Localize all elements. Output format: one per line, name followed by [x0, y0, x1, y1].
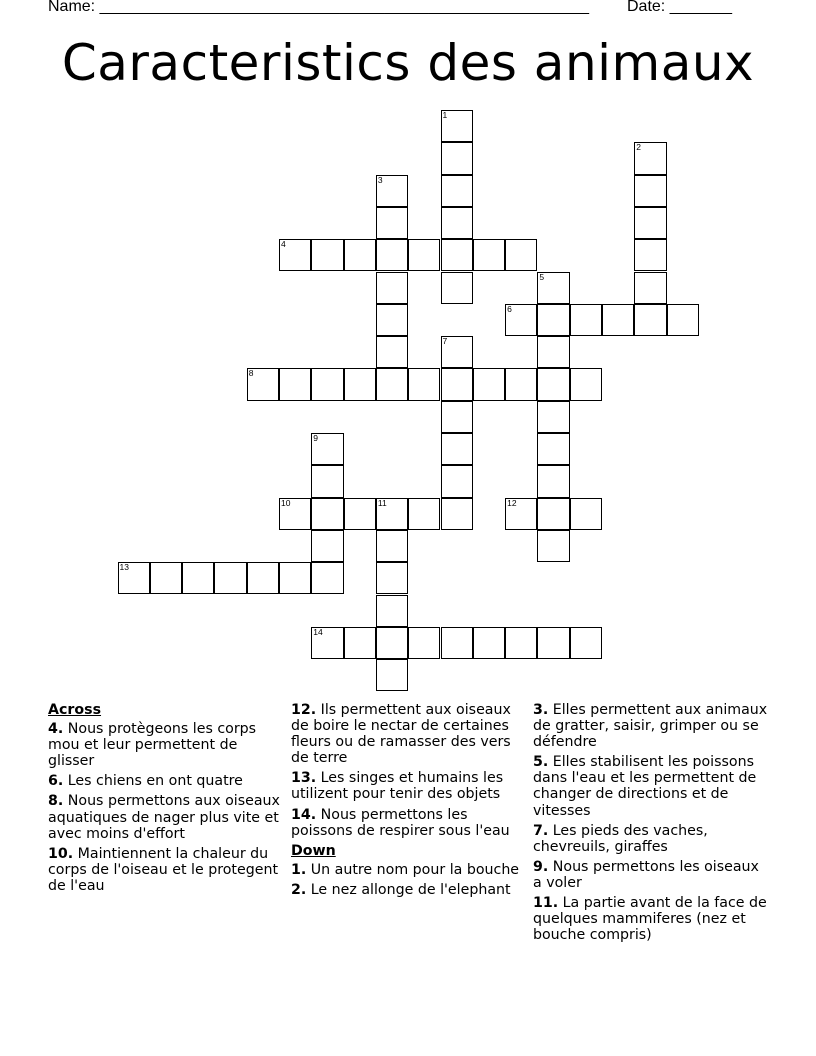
crossword-cell[interactable]	[311, 465, 343, 497]
crossword-cell[interactable]	[537, 401, 569, 433]
crossword-cell[interactable]	[376, 562, 408, 594]
crossword-cell[interactable]	[634, 304, 666, 336]
crossword-cell[interactable]	[505, 627, 537, 659]
clue-item-text: La partie avant de la face de quelques mammiferes (nez et bouche compris)	[533, 895, 767, 944]
crossword-cell[interactable]	[376, 368, 408, 400]
crossword-cell[interactable]	[311, 239, 343, 271]
crossword-cell[interactable]	[376, 207, 408, 239]
clue-item-text: Maintiennent la chaleur du corps de l'oiseau et le protegent de l'eau	[48, 845, 279, 894]
clue-item-number: 13.	[291, 770, 317, 787]
crossword-cell[interactable]	[408, 627, 440, 659]
crossword-cell[interactable]	[602, 304, 634, 336]
crossword-cell[interactable]	[376, 498, 408, 530]
clue-number: 2	[636, 142, 642, 153]
crossword-cell[interactable]	[279, 368, 311, 400]
crossword-cell[interactable]	[634, 272, 666, 304]
crossword-cell[interactable]	[537, 336, 569, 368]
crossword-cell[interactable]	[311, 627, 343, 659]
crossword-cell[interactable]	[667, 304, 699, 336]
down-heading: Down	[291, 842, 336, 859]
crossword-cell[interactable]	[570, 498, 602, 530]
clue-item-number: 12.	[291, 702, 317, 718]
clue-item-number: 8.	[48, 793, 64, 810]
crossword-cell[interactable]	[408, 239, 440, 271]
crossword-cell[interactable]	[441, 465, 473, 497]
crossword-cell[interactable]	[376, 627, 408, 659]
crossword-cell[interactable]	[537, 530, 569, 562]
crossword-cell[interactable]	[376, 595, 408, 627]
clue-item-number: 4.	[48, 721, 64, 738]
crossword-cell[interactable]	[537, 433, 569, 465]
crossword-cell[interactable]	[376, 239, 408, 271]
clue-number: 14	[313, 626, 323, 637]
clue-item-text: Les chiens en ont quatre	[63, 773, 243, 790]
crossword-cell[interactable]	[570, 368, 602, 400]
across-heading: Across	[48, 702, 102, 718]
crossword-cell[interactable]	[570, 304, 602, 336]
crossword-cell[interactable]	[182, 562, 214, 594]
crossword-cell[interactable]	[537, 368, 569, 400]
crossword-cell[interactable]	[473, 368, 505, 400]
clue-item-text: Nous permettons les poissons de respirer sous l'eau	[291, 806, 510, 839]
clue-number: 4	[281, 239, 286, 250]
clue-item-number: 10.	[48, 845, 74, 862]
clue-item-text: Elles permettent aux animaux de gratter, saisir, grimper ou se défendre	[533, 702, 768, 751]
crossword-cell[interactable]	[537, 627, 569, 659]
crossword-cell[interactable]	[279, 562, 311, 594]
crossword-cell[interactable]	[505, 239, 537, 271]
clue-column-2	[291, 702, 527, 902]
clue-column-1	[48, 702, 284, 898]
crossword-cell[interactable]	[441, 368, 473, 400]
crossword-cell[interactable]	[537, 272, 569, 304]
clue-item	[48, 846, 284, 894]
clue-item	[533, 823, 769, 855]
clue-item-text: Ils permettent aux oiseaux de boire le nectar de certaines fleurs ou de ramasser des vers de terre	[291, 702, 511, 767]
crossword-cell[interactable]	[311, 530, 343, 562]
clue-item-text: Nous permettons les oiseaux a voler	[533, 858, 759, 891]
down-clue-list	[291, 862, 527, 898]
crossword-cell[interactable]	[505, 498, 537, 530]
clue-number: 5	[539, 271, 545, 282]
clue-column-3	[533, 702, 769, 947]
crossword-cell[interactable]	[537, 498, 569, 530]
crossword-cell[interactable]	[505, 368, 537, 400]
crossword-cell[interactable]	[634, 175, 666, 207]
clue-item-number: 9.	[533, 858, 549, 875]
crossword-cell[interactable]	[537, 304, 569, 336]
crossword-cell[interactable]	[376, 659, 408, 691]
clue-item-number: 5.	[533, 754, 549, 771]
clue-item-number: 2.	[291, 881, 307, 898]
page-title: Caracteristics des animaux	[61, 34, 755, 92]
crossword-cell[interactable]	[441, 175, 473, 207]
crossword-cell[interactable]	[376, 530, 408, 562]
crossword-cell[interactable]	[311, 562, 343, 594]
clue-item	[48, 721, 284, 769]
crossword-cell[interactable]	[441, 336, 473, 368]
clue-item	[533, 895, 769, 943]
crossword-cell[interactable]	[537, 465, 569, 497]
crossword-cell[interactable]	[311, 498, 343, 530]
crossword-cell[interactable]	[311, 368, 343, 400]
crossword-cell[interactable]	[376, 175, 408, 207]
clue-item-text: Les pieds des vaches, chevreuils, giraffes	[533, 822, 708, 855]
clue-item-text: Nous permettons aux oiseaux aquatiques de nager plus vite et avec moins d'effort	[48, 793, 280, 842]
crossword-cell[interactable]	[247, 562, 279, 594]
crossword-cell[interactable]	[311, 433, 343, 465]
crossword-cell[interactable]	[408, 368, 440, 400]
crossword-cell[interactable]	[344, 239, 376, 271]
clue-item-text: Un autre nom pour la bouche	[306, 861, 520, 878]
clue-number: 3	[377, 174, 383, 185]
clue-item-text: Les singes et humains les utilizent pour tenir des objets	[291, 770, 504, 803]
clue-item-number: 3.	[533, 702, 549, 718]
clue-item-number: 7.	[533, 822, 549, 839]
crossword-cell[interactable]	[473, 627, 505, 659]
crossword-cell[interactable]	[441, 110, 473, 142]
crossword-cell[interactable]	[441, 207, 473, 239]
clue-number: 7	[442, 336, 448, 347]
clue-item-number: 6.	[48, 773, 64, 790]
down-clue-list-continued	[533, 702, 769, 943]
clue-number: 13	[119, 562, 129, 573]
clue-number: 6	[507, 303, 512, 314]
crossword-cell[interactable]	[441, 498, 473, 530]
clue-item	[291, 862, 527, 878]
clue-item	[48, 793, 284, 841]
clue-item-text: Le nez allonge de l'elephant	[306, 881, 511, 898]
clue-number: 9	[313, 433, 319, 443]
crossword-cell[interactable]	[118, 562, 150, 594]
crossword-cell[interactable]	[473, 239, 505, 271]
clue-item-text: Nous protègeons les corps mou et leur permettent de glisser	[48, 721, 257, 770]
clue-item	[48, 773, 284, 789]
clue-item	[291, 807, 527, 839]
crossword-cell[interactable]	[376, 336, 408, 368]
crossword-cell[interactable]	[344, 368, 376, 400]
clue-number: 12	[507, 497, 517, 508]
clue-item	[291, 770, 527, 802]
clue-item	[291, 702, 527, 766]
crossword-cell[interactable]	[505, 304, 537, 336]
crossword-cell[interactable]	[634, 142, 666, 174]
date-field: Date: _______	[627, 0, 732, 15]
crossword-cell[interactable]	[247, 368, 279, 400]
clue-item	[291, 882, 527, 898]
clue-item-number: 1.	[291, 861, 307, 878]
crossword-cell[interactable]	[634, 239, 666, 271]
crossword-cell[interactable]	[441, 239, 473, 271]
crossword-cell[interactable]	[634, 207, 666, 239]
crossword-cell[interactable]	[441, 627, 473, 659]
crossword-cell[interactable]	[408, 498, 440, 530]
crossword-cell[interactable]	[376, 272, 408, 304]
clue-item-number: 11.	[533, 895, 559, 912]
name-field: Name: _______________________________________________________	[48, 0, 589, 15]
crossword-cell[interactable]	[344, 627, 376, 659]
crossword-cell[interactable]	[441, 142, 473, 174]
crossword-cell[interactable]	[441, 272, 473, 304]
clue-number: 8	[248, 368, 254, 379]
clue-item-text: Elles stabilisent les poissons dans l'eau et les permettent de changer de directions et de vitesses	[533, 754, 757, 819]
clue-number: 10	[281, 497, 291, 508]
crossword-cell[interactable]	[279, 498, 311, 530]
clue-item	[533, 754, 769, 818]
crossword-cell[interactable]	[344, 498, 376, 530]
crossword-cell[interactable]	[214, 562, 246, 594]
across-clue-list	[48, 721, 284, 894]
clue-number: 1	[442, 110, 448, 120]
clue-item	[533, 702, 769, 750]
crossword-cell[interactable]	[279, 239, 311, 271]
crossword-cell[interactable]	[441, 401, 473, 433]
clue-item	[533, 859, 769, 891]
crossword-cell[interactable]	[441, 433, 473, 465]
across-clue-list-continued	[291, 702, 527, 839]
crossword-cell[interactable]	[570, 627, 602, 659]
crossword-cell[interactable]	[376, 304, 408, 336]
clue-number: 11	[377, 497, 387, 508]
crossword-cell[interactable]	[150, 562, 182, 594]
clue-item-number: 14.	[291, 806, 317, 823]
